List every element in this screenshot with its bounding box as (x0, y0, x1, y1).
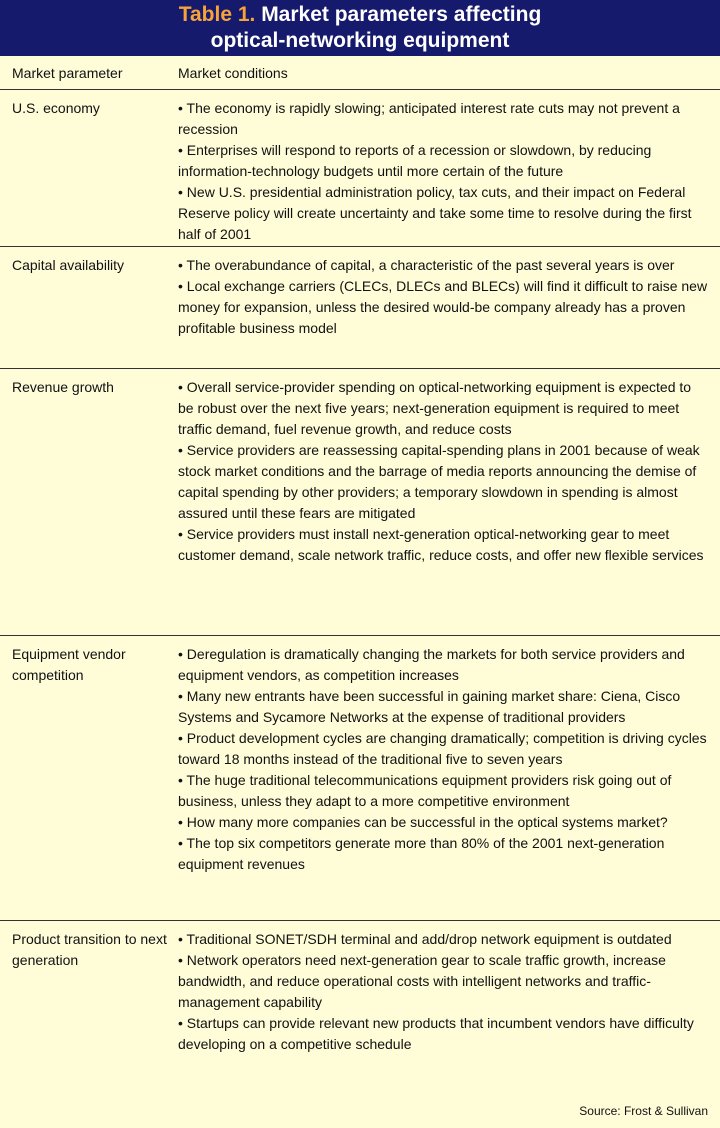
table-row (0, 369, 720, 636)
condition-bullet: • Network operators need next-generation gear to scale traffic growth, increase bandwidth, and reduce operational costs with intelligent networks and traffic-management capability (178, 952, 666, 1010)
condition-bullet: • Startups can provide relevant new products that incumbent vendors have difficulty developing on a competitive schedule (178, 1015, 694, 1052)
condition-bullet: • Traditional SONET/SDH terminal and add/drop network equipment is outdated (178, 931, 672, 947)
row-parameter: Equipment vendor competition (12, 646, 126, 683)
condition-bullet: • Product development cycles are changing dramatically; competition is driving cycles toward 18 months instead of the traditional five to seven years (178, 730, 707, 767)
table-row (0, 636, 720, 921)
row-parameter: Revenue growth (12, 379, 114, 395)
title-line-2: optical-networking equipment (210, 29, 510, 52)
row-parameter: U.S. economy (12, 100, 100, 116)
table-row (0, 90, 720, 247)
condition-bullet: • Deregulation is dramatically changing the markets for both service providers and equipment vendors, as competition increases (178, 646, 685, 683)
condition-bullet: • Service providers are reassessing capital-spending plans in 2001 because of weak stock market conditions and the barrage of media reports announcing the demise of capital spending by other providers; a temporary slowdown in spending is almost assured until these fears are mitigated (178, 442, 700, 521)
title-line-1 (179, 2, 542, 28)
table-header-row (0, 56, 720, 90)
condition-bullet: • The overabundance of capital, a characteristic of the past several years is over (178, 257, 675, 273)
row-parameter: Product transition to next generation (12, 931, 167, 968)
row-conditions (178, 921, 720, 1081)
source-credit: Source: Frost & Sullivan (579, 1104, 708, 1118)
table-row (0, 247, 720, 369)
row-conditions (178, 247, 720, 368)
row-conditions (178, 636, 720, 920)
condition-bullet: • New U.S. presidential administration policy, tax cuts, and their impact on Federal Reserve policy will create uncertainty and take some time to resolve during the first half of 2001 (178, 184, 692, 242)
condition-bullet: • The huge traditional telecommunications equipment providers risk going out of business, unless they adapt to a more competitive environment (178, 772, 672, 809)
row-conditions (178, 369, 720, 635)
condition-bullet: • Local exchange carriers (CLECs, DLECs and BLECs) will find it difficult to raise new money for expansion, unless the desired would-be company already has a proven profitable business model (178, 278, 708, 336)
market-table (0, 56, 720, 1081)
row-conditions (178, 90, 720, 246)
header-market-parameter: Market parameter (12, 64, 123, 81)
title-text-1: Market parameters affecting (261, 3, 542, 26)
condition-bullet: • How many more companies can be successful in the optical systems market? (178, 814, 668, 830)
table-title (0, 0, 720, 56)
row-parameter: Capital availability (12, 257, 125, 273)
table-row (0, 921, 720, 1081)
table-number: Table 1. (178, 3, 256, 26)
condition-bullet: • Overall service-provider spending on optical-networking equipment is expected to be robust over the next five years; next-generation equipment is required to meet traffic demand, fuel revenue growth, and reduce costs (178, 379, 692, 437)
condition-bullet: • The economy is rapidly slowing; anticipated interest rate cuts may not prevent a recession (178, 100, 680, 137)
condition-bullet: • Many new entrants have been successful in gaining market share: Ciena, Cisco Systems and Sycamore Networks at the expense of traditional providers (178, 688, 681, 725)
condition-bullet: • The top six competitors generate more than 80% of the 2001 next-generation equipment revenues (178, 835, 665, 872)
condition-bullet: • Service providers must install next-generation optical-networking gear to meet customer demand, scale network traffic, reduce costs, and offer new flexible services (178, 526, 704, 563)
header-market-conditions: Market conditions (178, 64, 288, 81)
condition-bullet: • Enterprises will respond to reports of a recession or slowdown, by reducing information-technology budgets until more certain of the future (178, 142, 652, 179)
